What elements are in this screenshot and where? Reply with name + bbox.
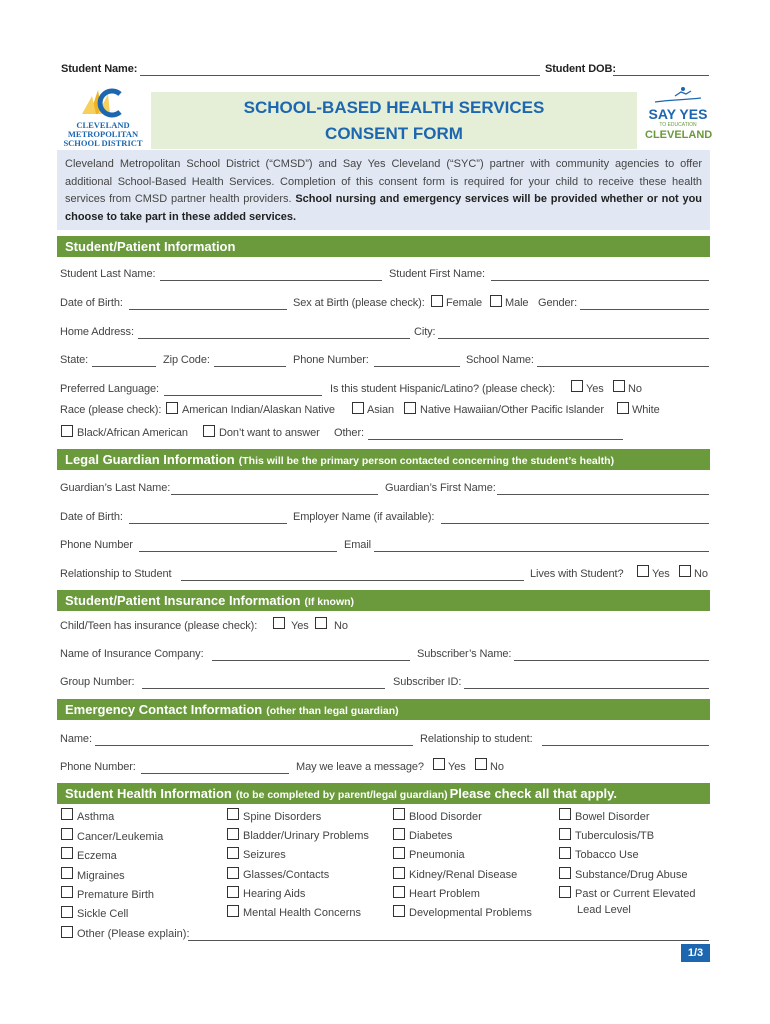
guardian-phone-field[interactable] <box>139 551 337 552</box>
hispanic-yes-label: Yes <box>586 383 604 395</box>
condition-checkbox[interactable] <box>227 886 239 898</box>
emergency-info-heading-text: Emergency Contact Information <box>65 702 263 717</box>
condition-checkbox[interactable] <box>393 867 405 879</box>
gender-label: Gender: <box>538 297 578 309</box>
condition-label: Diabetes <box>409 830 453 842</box>
student-dob-label-2: Date of Birth: <box>60 297 123 309</box>
condition-label: Glasses/Contacts <box>243 869 330 881</box>
female-checkbox[interactable] <box>431 295 443 307</box>
guardian-info-heading-text: Legal Guardian Information <box>65 452 235 467</box>
condition-label: Pneumonia <box>409 849 465 861</box>
student-dob-field-2[interactable] <box>129 309 287 310</box>
condition-label: Sickle Cell <box>77 908 129 920</box>
preferred-language-label: Preferred Language: <box>60 383 160 395</box>
intro-paragraph <box>57 150 710 230</box>
condition-checkbox[interactable] <box>559 808 571 820</box>
lives-with-no-label: No <box>694 568 708 580</box>
guardian-first-name-label: Guardian’s First Name: <box>385 482 496 494</box>
runner-icon <box>653 86 703 104</box>
sex-at-birth-label: Sex at Birth (please check): <box>293 297 425 309</box>
school-name-field[interactable] <box>537 366 709 367</box>
cmsd-logo-line3: SCHOOL DISTRICT <box>63 138 143 148</box>
student-last-name-label: Student Last Name: <box>60 268 156 280</box>
emergency-relationship-label: Relationship to student: <box>420 733 533 745</box>
cmsd-logo-line1: CLEVELAND <box>76 120 130 130</box>
condition-label: Tobacco Use <box>575 849 639 861</box>
condition-label: Cancer/Leukemia <box>77 831 164 843</box>
other-condition-field[interactable] <box>188 940 709 941</box>
hispanic-no-checkbox[interactable] <box>613 380 625 392</box>
condition-label: Developmental Problems <box>409 907 532 919</box>
condition-checkbox[interactable] <box>559 847 571 859</box>
relationship-label: Relationship to Student <box>60 568 172 580</box>
condition-checkbox[interactable] <box>393 886 405 898</box>
has-insurance-label: Child/Teen has insurance (please check): <box>60 620 258 632</box>
lives-with-no-checkbox[interactable] <box>679 565 691 577</box>
condition-label: Premature Birth <box>77 889 155 901</box>
race-option-3: White <box>632 404 660 416</box>
say-yes-logo <box>645 86 711 148</box>
say-yes-line3: CLEVELAND <box>645 129 713 141</box>
race-checkbox-4[interactable] <box>61 425 73 437</box>
title-line1: SCHOOL-BASED HEALTH SERVICES <box>243 98 545 117</box>
guardian-last-name-label: Guardian’s Last Name: <box>60 482 171 494</box>
phone-number-label: Phone Number: <box>293 354 369 366</box>
student-info-heading-text: Student/Patient Information <box>65 239 236 254</box>
subscriber-id-label: Subscriber ID: <box>393 676 462 688</box>
student-dob-label: Student DOB: <box>545 63 616 75</box>
guardian-email-label: Email <box>344 539 372 551</box>
condition-checkbox[interactable] <box>61 886 73 898</box>
condition-label: Eczema <box>77 850 117 862</box>
student-first-name-field[interactable] <box>491 280 709 281</box>
race-option-2: Native Hawaiian/Other Pacific Islander <box>420 404 604 416</box>
guardian-last-name-field[interactable] <box>171 494 378 495</box>
insurance-company-label: Name of Insurance Company: <box>60 648 204 660</box>
zip-code-field[interactable] <box>214 366 286 367</box>
message-no-label: No <box>490 761 504 773</box>
zip-code-label: Zip Code: <box>163 354 210 366</box>
other-condition-label: Other (Please explain): <box>77 928 190 940</box>
female-label: Female <box>446 297 483 309</box>
student-dob-field[interactable] <box>613 75 709 76</box>
condition-label: Hearing Aids <box>243 888 306 900</box>
other-condition-checkbox[interactable] <box>61 926 73 938</box>
condition-checkbox[interactable] <box>227 828 239 840</box>
student-first-name-label: Student First Name: <box>389 268 485 280</box>
gender-field[interactable] <box>580 309 709 310</box>
emergency-info-heading <box>57 699 710 720</box>
race-checkbox-2[interactable] <box>404 402 416 414</box>
emergency-phone-label: Phone Number: <box>60 761 136 773</box>
state-label: State: <box>60 354 89 366</box>
condition-label: Substance/Drug Abuse <box>575 869 688 881</box>
race-other-field[interactable] <box>368 439 623 440</box>
insurance-no-checkbox[interactable] <box>315 617 327 629</box>
condition-label: Tuberculosis/TB <box>575 830 655 842</box>
subscriber-id-field[interactable] <box>464 688 709 689</box>
emergency-name-label: Name: <box>60 733 92 745</box>
lives-with-yes-label: Yes <box>652 568 670 580</box>
condition-label: Mental Health Concerns <box>243 907 362 919</box>
message-yes-checkbox[interactable] <box>433 758 445 770</box>
health-info-heading-text: Student Health Information <box>65 786 232 801</box>
subscriber-name-field[interactable] <box>514 660 709 661</box>
guardian-dob-field[interactable] <box>129 523 287 524</box>
health-info-heading-tail: Please check all that apply. <box>449 786 618 801</box>
state-field[interactable] <box>92 366 156 367</box>
race-checkbox-3[interactable] <box>617 402 629 414</box>
condition-checkbox[interactable] <box>393 905 405 917</box>
race-option-0: American Indian/Alaskan Native <box>182 404 335 416</box>
condition-checkbox[interactable] <box>393 808 405 820</box>
condition-label: Bladder/Urinary Problems <box>243 830 369 842</box>
condition-label: Kidney/Renal Disease <box>409 869 518 881</box>
hispanic-yes-checkbox[interactable] <box>571 380 583 392</box>
message-yes-label: Yes <box>448 761 466 773</box>
insurance-no-label: No <box>334 620 348 632</box>
emergency-name-field[interactable] <box>95 745 413 746</box>
insurance-info-heading-sub: (If known) <box>304 596 355 608</box>
condition-checkbox[interactable] <box>61 808 73 820</box>
condition-label: Asthma <box>77 811 115 823</box>
race-checkbox-5[interactable] <box>203 425 215 437</box>
condition-checkbox[interactable] <box>559 867 571 879</box>
title-line2: CONSENT FORM <box>325 124 463 143</box>
student-name-label: Student Name: <box>61 63 138 75</box>
employer-label: Employer Name (if available): <box>293 511 435 523</box>
subscriber-name-label: Subscriber’s Name: <box>417 648 512 660</box>
guardian-first-name-field[interactable] <box>497 494 709 495</box>
condition-label: Seizures <box>243 849 286 861</box>
race-option-4: Black/African American <box>77 427 188 439</box>
condition-checkbox[interactable] <box>393 828 405 840</box>
race-other-label: Other: <box>334 427 364 439</box>
school-name-label: School Name: <box>466 354 534 366</box>
condition-checkbox[interactable] <box>559 828 571 840</box>
employer-field[interactable] <box>441 523 709 524</box>
insurance-info-heading-text: Student/Patient Insurance Information <box>65 593 301 608</box>
guardian-info-heading-sub: (This will be the primary person contacted concerning the student’s health) <box>238 455 615 467</box>
message-no-checkbox[interactable] <box>475 758 487 770</box>
home-address-field[interactable] <box>138 338 410 339</box>
student-last-name-field[interactable] <box>160 280 382 281</box>
condition-checkbox[interactable] <box>61 828 73 840</box>
condition-checkbox[interactable] <box>61 847 73 859</box>
condition-label-continued: Lead Level <box>577 904 631 916</box>
intro-text: Cleveland Metropolitan School District (“CMSD”) and Say Yes Cleveland (“SYC”) partner with community agencies to offer additional School-Based Health Services. Completion of this consent form is required for your child to receive these health services from CMSD partner health providers. <box>65 158 702 205</box>
race-option-5: Don’t want to answer <box>219 427 320 439</box>
race-label: Race (please check): <box>60 404 162 416</box>
say-yes-line1: SAY YES <box>648 106 708 122</box>
lives-with-yes-checkbox[interactable] <box>637 565 649 577</box>
hispanic-no-label: No <box>628 383 642 395</box>
condition-checkbox[interactable] <box>227 867 239 879</box>
emergency-phone-field[interactable] <box>141 773 289 774</box>
say-yes-line2: TO EDUCATION <box>659 122 697 128</box>
lives-with-label: Lives with Student? <box>530 568 624 580</box>
group-number-field[interactable] <box>142 688 385 689</box>
insurance-company-field[interactable] <box>212 660 410 661</box>
cmsd-logo-icon <box>62 84 144 118</box>
race-checkbox-1[interactable] <box>352 402 364 414</box>
condition-label: Heart Problem <box>409 888 480 900</box>
condition-checkbox[interactable] <box>61 906 73 918</box>
group-number-label: Group Number: <box>60 676 135 688</box>
home-address-label: Home Address: <box>60 326 134 338</box>
condition-checkbox[interactable] <box>227 847 239 859</box>
guardian-email-field[interactable] <box>374 551 709 552</box>
male-checkbox[interactable] <box>490 295 502 307</box>
health-info-heading <box>57 783 710 804</box>
health-info-heading-sub: (to be completed by parent/legal guardian) <box>235 789 448 801</box>
emergency-info-heading-sub: (other than legal guardian) <box>266 705 399 717</box>
city-label: City: <box>414 326 436 338</box>
condition-label: Migraines <box>77 870 125 882</box>
city-field[interactable] <box>438 338 709 339</box>
student-name-field[interactable] <box>140 75 540 76</box>
condition-checkbox[interactable] <box>227 905 239 917</box>
race-checkbox-0[interactable] <box>166 402 178 414</box>
hispanic-label: Is this student Hispanic/Latino? (please check): <box>330 383 556 395</box>
condition-label: Bowel Disorder <box>575 811 650 823</box>
insurance-yes-checkbox[interactable] <box>273 617 285 629</box>
insurance-info-heading <box>57 590 710 611</box>
male-label: Male <box>505 297 529 309</box>
guardian-dob-label: Date of Birth: <box>60 511 123 523</box>
race-option-1: Asian <box>367 404 395 416</box>
cmsd-logo-line2: METROPOLITAN <box>67 129 139 139</box>
insurance-yes-label: Yes <box>291 620 309 632</box>
condition-checkbox[interactable] <box>559 886 571 898</box>
relationship-field[interactable] <box>181 580 524 581</box>
cmsd-logo <box>62 84 144 148</box>
emergency-relationship-field[interactable] <box>542 745 709 746</box>
preferred-language-field[interactable] <box>164 395 322 396</box>
leave-message-label: May we leave a message? <box>296 761 424 773</box>
phone-number-field[interactable] <box>374 366 460 367</box>
intro-bold-text: School nursing and emergency services will be provided whether or not you choose to take part in these added services. <box>65 193 703 223</box>
form-title <box>151 92 637 149</box>
student-info-heading <box>57 236 710 257</box>
condition-checkbox[interactable] <box>227 808 239 820</box>
condition-checkbox[interactable] <box>393 847 405 859</box>
guardian-info-heading <box>57 449 710 470</box>
condition-label: Spine Disorders <box>243 811 322 823</box>
page-number: 1/3 <box>681 944 710 962</box>
guardian-phone-label: Phone Number <box>60 539 133 551</box>
condition-checkbox[interactable] <box>61 867 73 879</box>
condition-label: Blood Disorder <box>409 811 482 823</box>
condition-label: Past or Current Elevated <box>575 888 696 900</box>
